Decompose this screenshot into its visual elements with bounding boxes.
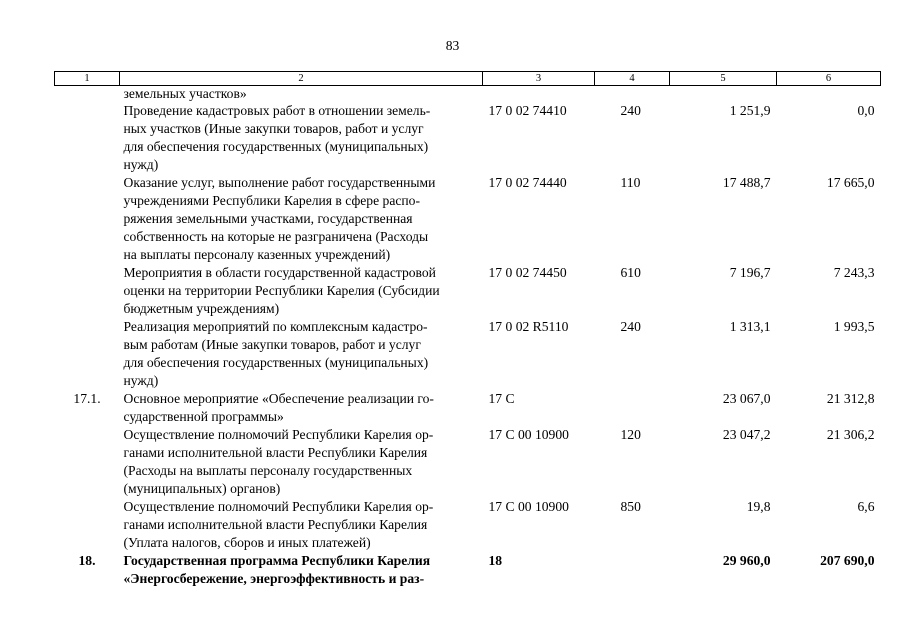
row-code: 17 0 02 74410 — [488, 103, 567, 118]
row-value-col6 — [777, 86, 881, 103]
row-code: 17 0 02 74440 — [488, 175, 567, 190]
row-code: 18 — [488, 553, 503, 568]
row-expense-type — [595, 86, 670, 103]
row-number — [55, 86, 120, 103]
row-value-col6: 6,6 — [857, 499, 875, 514]
row-value-col5: 17 488,7 — [722, 175, 771, 190]
row-expense-type: 240 — [620, 103, 641, 118]
row-name: Основное мероприятие «Обеспечение реализации го- сударственной программы» — [123, 391, 434, 424]
row-name: Проведение кадастровых работ в отношении земель- ных участков (Иные закупки товаров, работ и услуг для обеспечения государственных (муниципальных) нужд) — [123, 103, 431, 172]
row-value-col5: 23 067,0 — [722, 391, 771, 406]
table-row — [55, 498, 881, 552]
row-number — [55, 264, 120, 318]
row-number: 18. — [78, 553, 96, 568]
row-expense-type — [595, 552, 670, 588]
table-row — [55, 102, 881, 174]
row-value-col5: 29 960,0 — [722, 553, 771, 568]
table-row — [55, 552, 881, 588]
row-expense-type: 110 — [620, 175, 641, 190]
row-code — [483, 86, 595, 103]
row-name: Осуществление полномочий Республики Карелия ор- ганами исполнительной власти Республики Карелия (Уплата налогов, сборов и иных платежей) — [123, 499, 434, 550]
row-number — [55, 102, 120, 174]
row-number — [55, 318, 120, 390]
table-row — [55, 390, 881, 426]
row-expense-type: 240 — [620, 319, 641, 334]
row-value-col6: 207 690,0 — [820, 553, 875, 568]
row-name: Осуществление полномочий Республики Карелия ор- ганами исполнительной власти Республики Карелия (Расходы на выплаты персоналу государственных (муниципальных) органов) — [123, 427, 434, 496]
row-name: земельных участков» — [123, 86, 247, 101]
column-header-6: 6 — [777, 72, 881, 86]
row-code: 17 0 02 R5110 — [488, 319, 569, 334]
table-row — [55, 86, 881, 103]
row-value-col6: 7 243,3 — [833, 265, 875, 280]
row-value-col5 — [670, 86, 777, 103]
table-body — [55, 86, 881, 589]
row-value-col5: 7 196,7 — [729, 265, 771, 280]
row-value-col5: 23 047,2 — [722, 427, 771, 442]
column-header-2: 2 — [120, 72, 483, 86]
column-number-row — [55, 72, 881, 86]
row-name: Оказание услуг, выполнение работ государственными учреждениями Республики Карелия в сфере распо- ряжения земельными участками, государственная собственность на которые не разграничена (Расходы на выплаты персоналу казенных учреждений) — [123, 175, 436, 262]
row-name: Реализация мероприятий по комплексным кадастро- вым работам (Иные закупки товаров, работ и услуг для обеспечения государственных (муниципальных) нужд) — [123, 319, 429, 388]
row-number — [55, 498, 120, 552]
row-value-col6: 1 993,5 — [833, 319, 875, 334]
table-row — [55, 264, 881, 318]
row-expense-type: 610 — [620, 265, 641, 280]
table-row — [55, 318, 881, 390]
row-value-col6: 0,0 — [857, 103, 875, 118]
row-code: 17 С 00 10900 — [488, 499, 569, 514]
table-row — [55, 426, 881, 498]
row-number: 17.1. — [73, 391, 101, 406]
row-value-col6: 17 665,0 — [826, 175, 875, 190]
row-expense-type: 850 — [620, 499, 641, 514]
row-value-col6: 21 306,2 — [826, 427, 875, 442]
row-number — [55, 174, 120, 264]
row-value-col6: 21 312,8 — [826, 391, 875, 406]
row-name: Мероприятия в области государственной кадастровой оценки на территории Республики Карелия (Субсидии бюджетным учреждениям) — [123, 265, 440, 316]
row-name: Государственная программа Республики Карелия «Энергосбережение, энергоэффективность и раз- — [123, 553, 431, 586]
column-header-5: 5 — [670, 72, 777, 86]
row-code: 17 С 00 10900 — [488, 427, 569, 442]
column-header-4: 4 — [595, 72, 670, 86]
page-number: 83 — [445, 38, 460, 53]
row-expense-type: 120 — [620, 427, 641, 442]
row-value-col5: 1 251,9 — [729, 103, 771, 118]
budget-table — [54, 71, 881, 588]
row-value-col5: 19,8 — [746, 499, 771, 514]
row-code: 17 0 02 74450 — [488, 265, 567, 280]
row-code: 17 С — [488, 391, 515, 406]
column-header-3: 3 — [483, 72, 595, 86]
row-number — [55, 426, 120, 498]
table-row — [55, 174, 881, 264]
row-value-col5: 1 313,1 — [729, 319, 771, 334]
row-expense-type — [595, 390, 670, 426]
column-header-1: 1 — [55, 72, 120, 86]
